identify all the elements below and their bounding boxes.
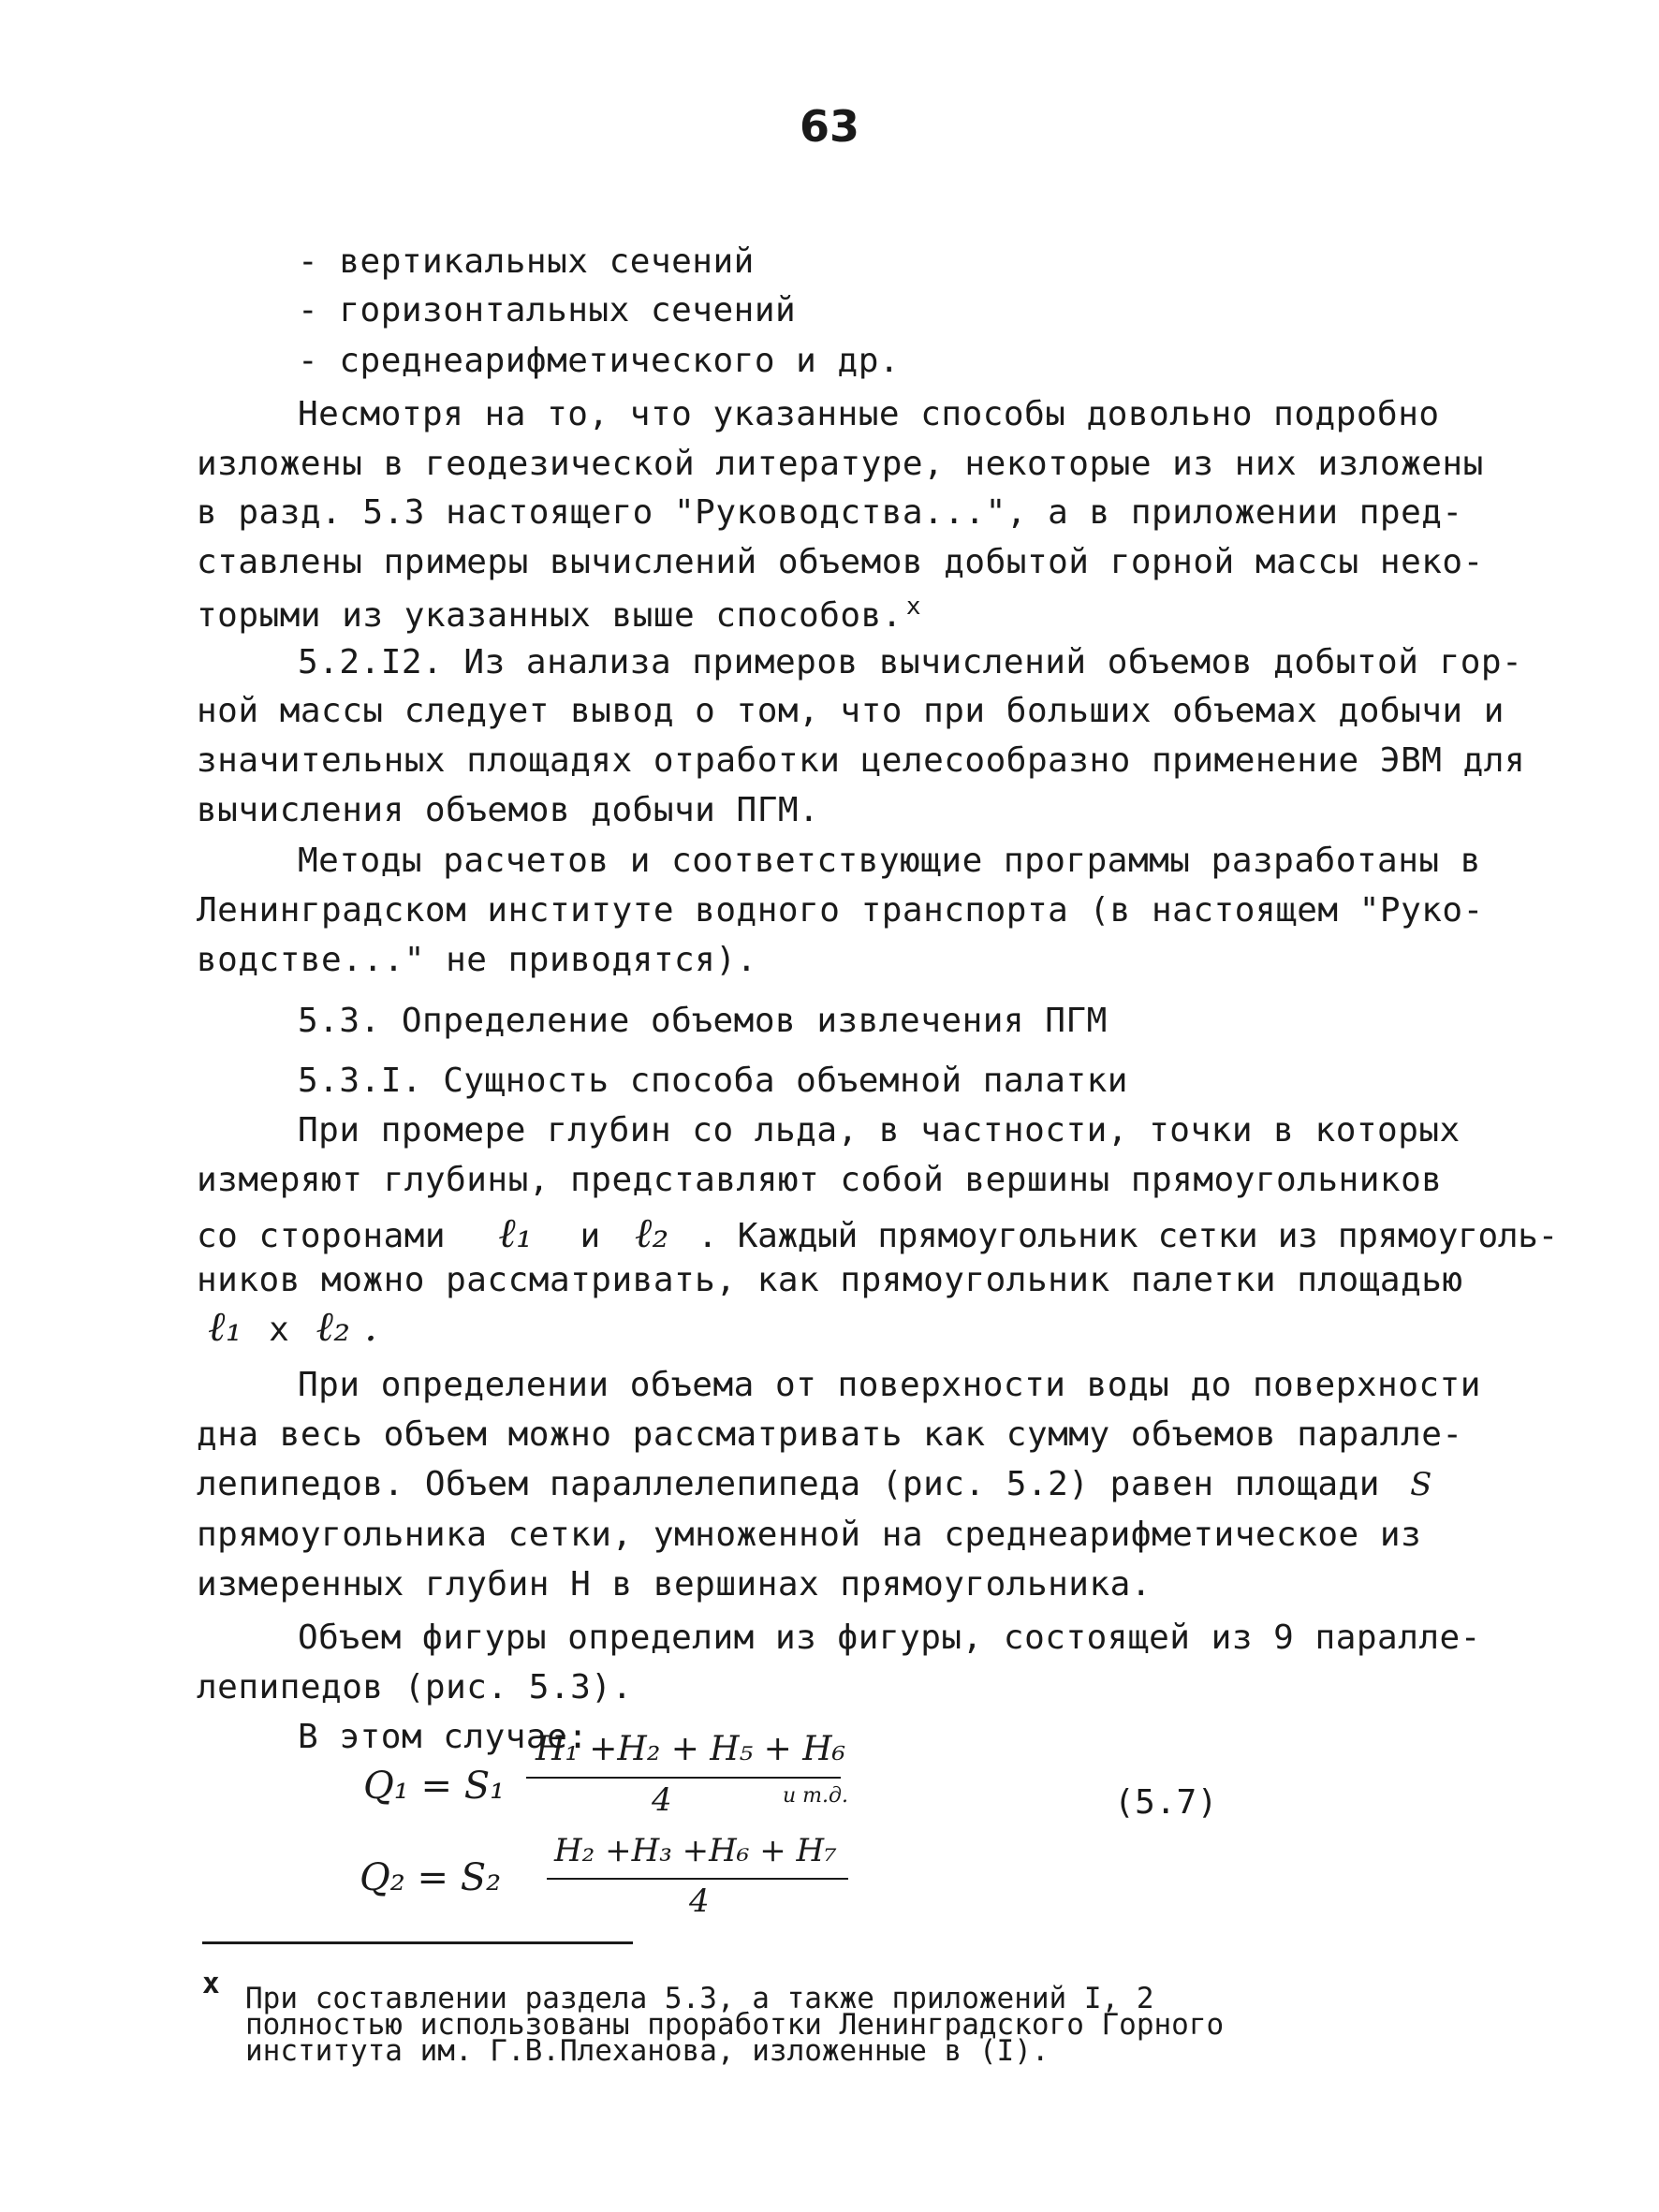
paragraph-line: прямоугольника сетки, умноженной на среднеарифметическое из	[197, 1516, 1422, 1554]
footnote-mark: x	[202, 1967, 220, 2000]
paragraph-line: Методы расчетов и соответствующие программы разработаны в	[298, 842, 1481, 880]
paragraph-line: Объем фигуры определим из фигуры, состоящей из 9 паралле-	[298, 1619, 1481, 1657]
paragraph-line: При промере глубин со льда, в частности, точки в которых	[298, 1111, 1461, 1150]
paragraph-line: ной массы следует вывод о том, что при больших объемах добычи и	[197, 692, 1505, 730]
paragraph-line: вычисления объемов добычи ПГМ.	[197, 791, 820, 829]
symbol-l1: ℓ₁	[208, 1303, 242, 1351]
paragraph-text: и	[580, 1217, 601, 1255]
paragraph-line: 5.2.I2. Из анализа примеров вычислений объемов добытой гор-	[298, 643, 1523, 681]
paragraph-line-with-footnote-ref	[197, 594, 921, 633]
paragraph-line: ставлены примеры вычислений объемов добытой горной массы неко-	[197, 543, 1484, 581]
list-item: - горизонтальных сечений	[298, 291, 797, 330]
list-item: - среднеарифметического и др.	[298, 342, 901, 380]
section-heading: 5.3. Определение объемов извлечения ПГМ	[298, 1002, 1108, 1040]
symbol-l1: ℓ₁	[498, 1209, 534, 1257]
paragraph-line: В этом случае:	[298, 1718, 589, 1756]
paragraph-line: дна весь объем можно рассматривать как сумму объемов паралле-	[197, 1415, 1463, 1454]
formula-1-fraction-bar	[526, 1777, 841, 1779]
area-expression	[208, 1303, 378, 1351]
paragraph-line: в разд. 5.3 настоящего "Руководства...", а в приложении пред-	[197, 493, 1463, 532]
paragraph-line-with-symbols	[197, 1209, 1559, 1257]
paragraph-line: измеренных глубин Н в вершинах прямоугольника.	[197, 1565, 1152, 1604]
formula-2-denominator: 4	[689, 1882, 710, 1920]
paragraph-line: измеряют глубины, представляют собой вершины прямоугольников	[197, 1161, 1443, 1199]
paragraph-text: . Каждый прямоугольник сетки из прямоуголь-	[697, 1217, 1559, 1255]
times-sign: x	[269, 1311, 290, 1349]
formula-2-fraction-bar	[547, 1878, 848, 1880]
paragraph-line: изложены в геодезической литературе, некоторые из них изложены	[197, 445, 1484, 483]
paragraph-line: значительных площадях отработки целесообразно применение ЭВМ для	[197, 741, 1526, 780]
footnote-line: При составлении раздела 5.3, а также приложений I, 2	[245, 1982, 1154, 2015]
footnote-line: полностью использованы проработки Ленинградского Горного	[245, 2008, 1225, 2042]
paragraph-line: Несмотря на то, что указанные способы довольно подробно	[298, 395, 1440, 433]
paragraph-line: лепипедов (рис. 5.3).	[197, 1668, 633, 1707]
footnote-line: института им. Г.В.Плеханова, изложенные в (I).	[245, 2034, 1050, 2068]
formula-1-numerator: H₁ +H₂ + H₅ + H₆	[536, 1730, 846, 1768]
symbol-l2: ℓ₂	[634, 1209, 669, 1257]
footnote-separator	[202, 1941, 633, 1944]
subsection-heading: 5.3.I. Сущность способа объемной палатки	[298, 1062, 1128, 1100]
paragraph-line: При определении объема от поверхности воды до поверхности	[298, 1366, 1481, 1404]
formula-1-suffix: и т.д.	[783, 1784, 848, 1808]
formula-number: (5.7)	[1114, 1783, 1218, 1822]
paragraph-text: со сторонами	[197, 1217, 447, 1255]
formula-1-lhs: Q₁ = S₁	[363, 1765, 506, 1808]
footnote-reference: x	[905, 593, 922, 621]
paragraph-text: торыми из указанных выше способов.	[197, 596, 903, 635]
formula-2-numerator: H₂ +H₃ +H₆ + H₇	[554, 1832, 837, 1869]
paragraph-line: Ленинградском институте водного транспорта (в настоящем "Руко-	[197, 891, 1484, 930]
paragraph-line: водстве..." не приводятся).	[197, 941, 757, 979]
formula-1-denominator: 4	[652, 1781, 672, 1819]
formula-2-lhs: Q₂ = S₂	[360, 1856, 502, 1899]
page-number: 63	[799, 101, 859, 152]
paragraph-text: лепипедов. Объем параллелепипеда (рис. 5.2) равен площади	[197, 1465, 1380, 1503]
list-item: - вертикальных сечений	[298, 242, 755, 281]
symbol-l2: ℓ₂ .	[316, 1303, 378, 1351]
paragraph-line: ников можно рассматривать, как прямоугольник палетки площадью	[197, 1261, 1463, 1299]
symbol-s: S	[1410, 1466, 1432, 1503]
paragraph-line-with-symbol	[197, 1465, 1432, 1503]
